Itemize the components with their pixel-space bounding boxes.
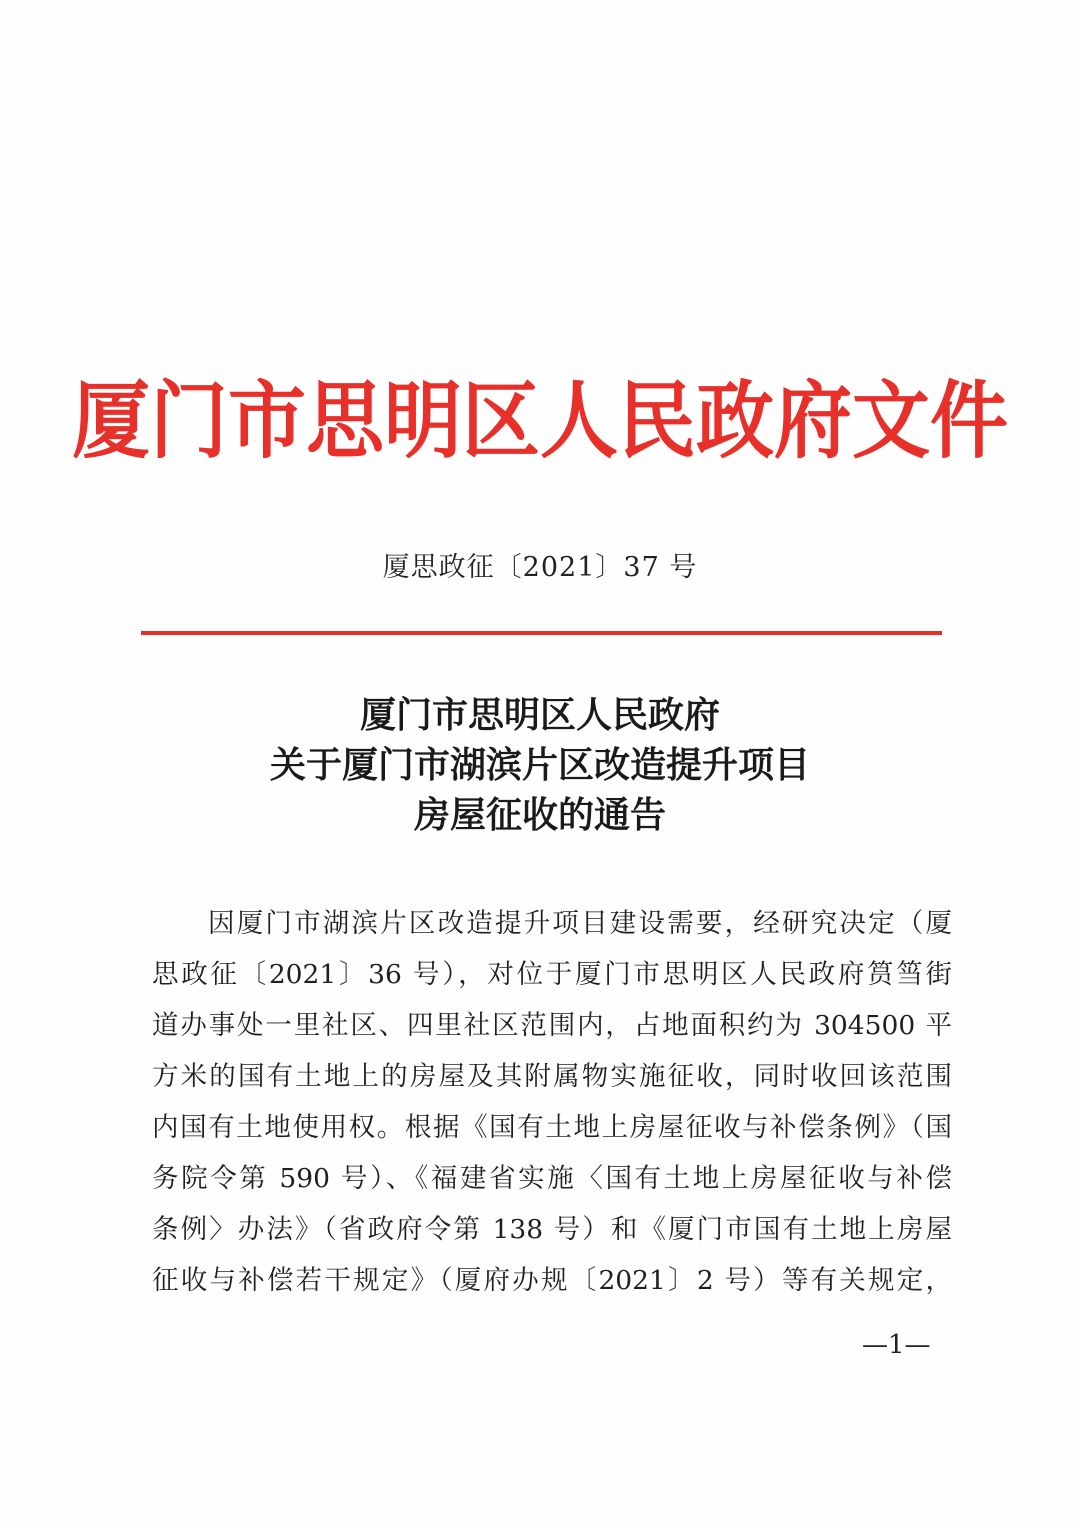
body-line: 内国有土地使用权。根据《国有土地上房屋征收与补偿条例》（国 bbox=[152, 1112, 952, 1143]
red-divider-line bbox=[141, 631, 942, 635]
notice-title-line-1: 厦门市思明区人民政府 bbox=[359, 694, 720, 736]
body-line: 务院令第 590 号）、《福建省实施〈国有土地上房屋征收与补偿 bbox=[152, 1163, 952, 1194]
body-line: 征收与补偿若干规定》（厦府办规〔2021〕2 号）等有关规定， bbox=[152, 1265, 952, 1296]
body-line: 因厦门市湖滨片区改造提升项目建设需要，经研究决定（厦 bbox=[208, 908, 952, 939]
notice-title-line-2: 关于厦门市湖滨片区改造提升项目 bbox=[269, 744, 810, 786]
body-line: 思政征〔2021〕36 号），对位于厦门市思明区人民政府筼筜街 bbox=[152, 959, 952, 990]
notice-title bbox=[0, 690, 1080, 840]
issuer-header-title: 厦门市思明区人民政府文件 bbox=[71, 372, 1008, 471]
notice-title-line-3: 房屋征收的通告 bbox=[413, 794, 666, 836]
body-line: 方米的国有土地上的房屋及其附属物实施征收，同时收回该范围 bbox=[152, 1061, 952, 1092]
body-line: 道办事处一里社区、四里社区范围内，占地面积约为 304500 平 bbox=[152, 1010, 952, 1041]
body-line: 条例〉办法》（省政府令第 138 号）和《厦门市国有土地上房屋 bbox=[152, 1214, 952, 1245]
notice-body bbox=[152, 898, 952, 1306]
page-number: —1— bbox=[862, 1330, 931, 1360]
document-number: 厦思政征〔2021〕37 号 bbox=[382, 552, 698, 583]
